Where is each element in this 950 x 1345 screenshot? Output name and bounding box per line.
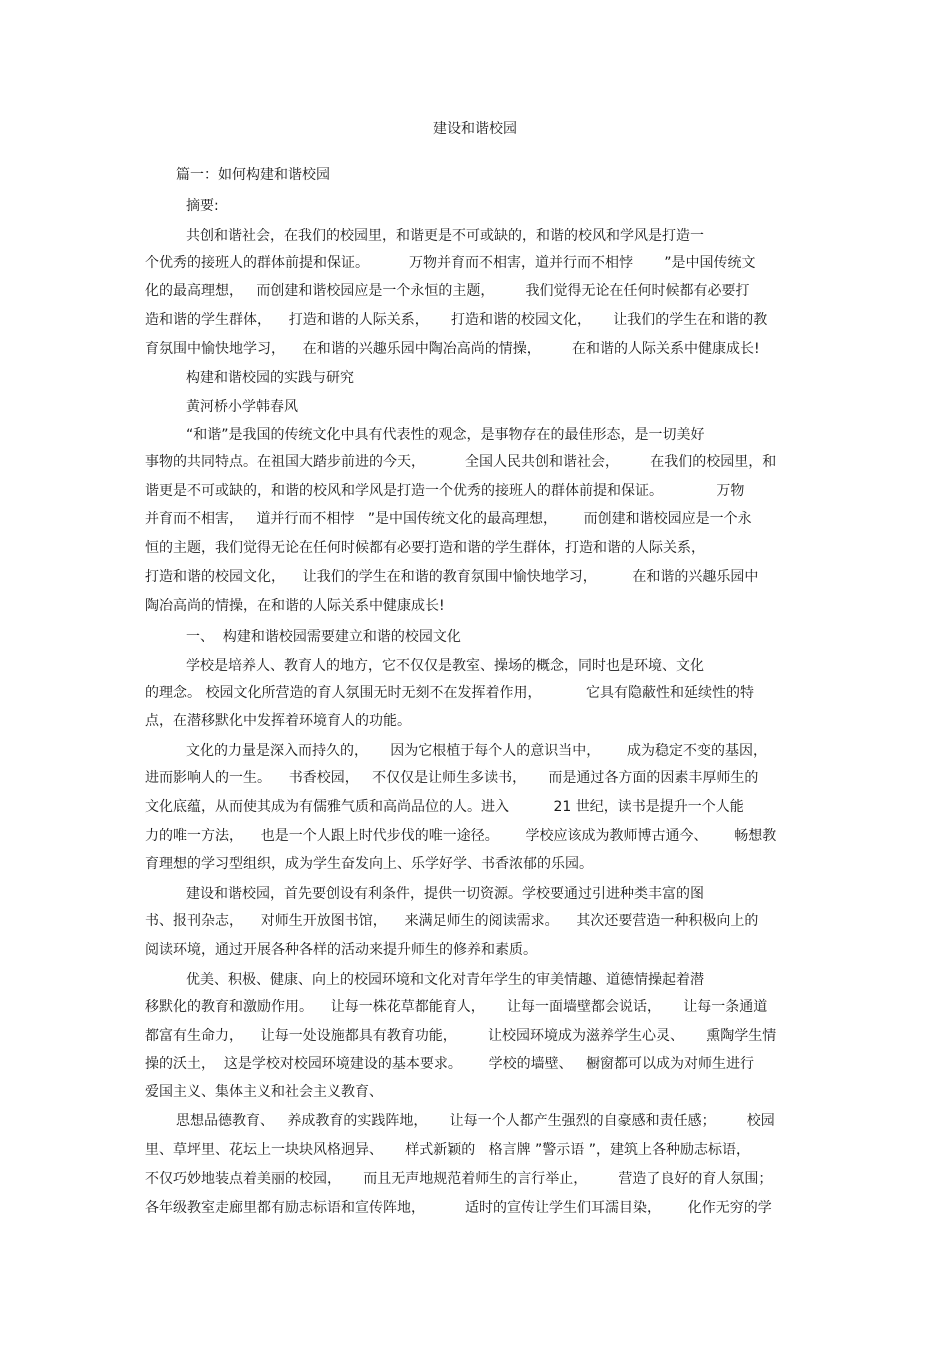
author-line: 黄河桥小学韩春风 (186, 399, 298, 415)
text-line: 阅读环境，通过开展各种各样的活动来提升师生的修养和素质。 (145, 942, 537, 958)
text-line: 各年级教室走廊里都有励志标语和宣传阵地， 适时的宣传让学生们耳濡目染， 化作无穷的学 (145, 1200, 772, 1216)
text-line: 不仅巧妙地装点着美丽的校园， 而且无声地规范着师生的言行举止， 营造了良好的育人氛围； (145, 1171, 773, 1187)
text-line: 恒的主题，我们觉得无论在任何时候都有必要打造和谐的学生群体，打造和谐的人际关系， (145, 540, 705, 556)
text-line: 文化的力量是深入而持久的， 因为它根植于每个人的意识当中， 成为稳定不变的基因， (186, 743, 767, 759)
text-line: 化的最高理想， 而创建和谐校园应是一个永恒的主题， 我们觉得无论在任何时候都有必要打 (145, 283, 750, 299)
text-line: 学校是培养人、教育人的地方，它不仅仅是教室、操场的概念，同时也是环境、文化 (186, 658, 704, 674)
text-line: 点，在潜移默化中发挥着环境育人的功能。 (145, 713, 411, 729)
text-line: 文化底蕴，从而使其成为有儒雅气质和高尚品位的人。进入 21 世纪，读书是提升一个人能 (145, 799, 744, 815)
text-line: 爱国主义、集体主义和社会主义教育、 (145, 1084, 383, 1100)
text-line: 打造和谐的校园文化， 让我们的学生在和谐的教育氛围中愉快地学习， 在和谐的兴趣乐园中 (145, 569, 759, 585)
subheading: 构建和谐校园的实践与研究 (186, 370, 354, 386)
text-line: 共创和谐社会，在我们的校园里，和谐更是不可或缺的，和谐的校风和学风是打造一 (186, 228, 704, 244)
numbered-heading: 一、 构建和谐校园需要建立和谐的校园文化 (186, 629, 461, 645)
abstract-label: 摘要: (186, 198, 219, 214)
text-line: 育氛围中愉快地学习， 在和谐的兴趣乐园中陶冶高尚的情操， 在和谐的人际关系中健康成长! (145, 341, 760, 357)
text-line: 并育而不相害， 道并行而不相悖 ”是中国传统文化的最高理想， 而创建和谐校园应是一个永 (145, 511, 752, 527)
text-line: 里、草坪里、花坛上一块块风格迥异、 样式新颖的 格言牌 ”警示语 ”，建筑上各种励志标语， (145, 1142, 751, 1158)
text-line: 力的唯一方法， 也是一个人跟上时代步伐的唯一途径。 学校应该成为教师博古通今、 畅想教 (145, 828, 777, 844)
text-line: 育理想的学习型组织，成为学生奋发向上、乐学好学、书香浓郁的乐园。 (145, 856, 593, 872)
text-line: 移默化的教育和激励作用。 让每一株花草都能育人， 让每一面墙壁都会说话， 让每一条通道 (145, 999, 768, 1015)
text-line: 进而影响人的一生。 书香校园， 不仅仅是让师生多读书， 而是通过各方面的因素丰厚师生的 (145, 770, 759, 786)
text-line: 书、报刊杂志， 对师生开放图书馆， 来满足师生的阅读需求。 其次还要营造一种积极向上的 (145, 913, 759, 929)
text-line: 造和谐的学生群体， 打造和谐的人际关系， 打造和谐的校园文化， 让我们的学生在和谐的教 (145, 312, 768, 328)
text-line: 个优秀的接班人的群体前提和保证。 万物并育而不相害，道并行而不相悖 ”是中国传统文 (145, 255, 756, 271)
text-line: 思想品德教育、 养成教育的实践阵地， 让每一个人都产生强烈的自豪感和责任感； 校园 (176, 1113, 775, 1129)
text-line: 优美、积极、健康、向上的校园环境和文化对青年学生的审美情趣、道德情操起着潜 (186, 972, 704, 988)
document-title: 建设和谐校园 (433, 121, 517, 137)
text-line: 都富有生命力， 让每一处设施都具有教育功能， 让校园环境成为滋养学生心灵、 熏陶学生情 (145, 1028, 777, 1044)
text-line: 陶冶高尚的情操，在和谐的人际关系中健康成长! (145, 598, 445, 614)
section-heading: 篇一：如何构建和谐校园 (176, 167, 330, 183)
text-line: 操的沃土， 这是学校对校园环境建设的基本要求。 学校的墙壁、 橱窗都可以成为对师生进行 (145, 1056, 754, 1072)
text-line: 谐更是不可或缺的，和谐的校风和学风是打造一个优秀的接班人的群体前提和保证。 万物 (145, 483, 745, 499)
text-line: 事物的共同特点。在祖国大踏步前进的今天， 全国人民共创和谐社会， 在我们的校园里，和 (145, 454, 777, 470)
text-line: 的理念。 校园文化所营造的育人氛围无时无刻不在发挥着作用， 它具有隐蔽性和延续性的特 (145, 685, 754, 701)
text-line: “和谐”是我国的传统文化中具有代表性的观念，是事物存在的最佳形态，是一切美好 (186, 427, 705, 443)
text-line: 建设和谐校园，首先要创设有利条件，提供一切资源。学校要通过引进种类丰富的图 (186, 886, 704, 902)
